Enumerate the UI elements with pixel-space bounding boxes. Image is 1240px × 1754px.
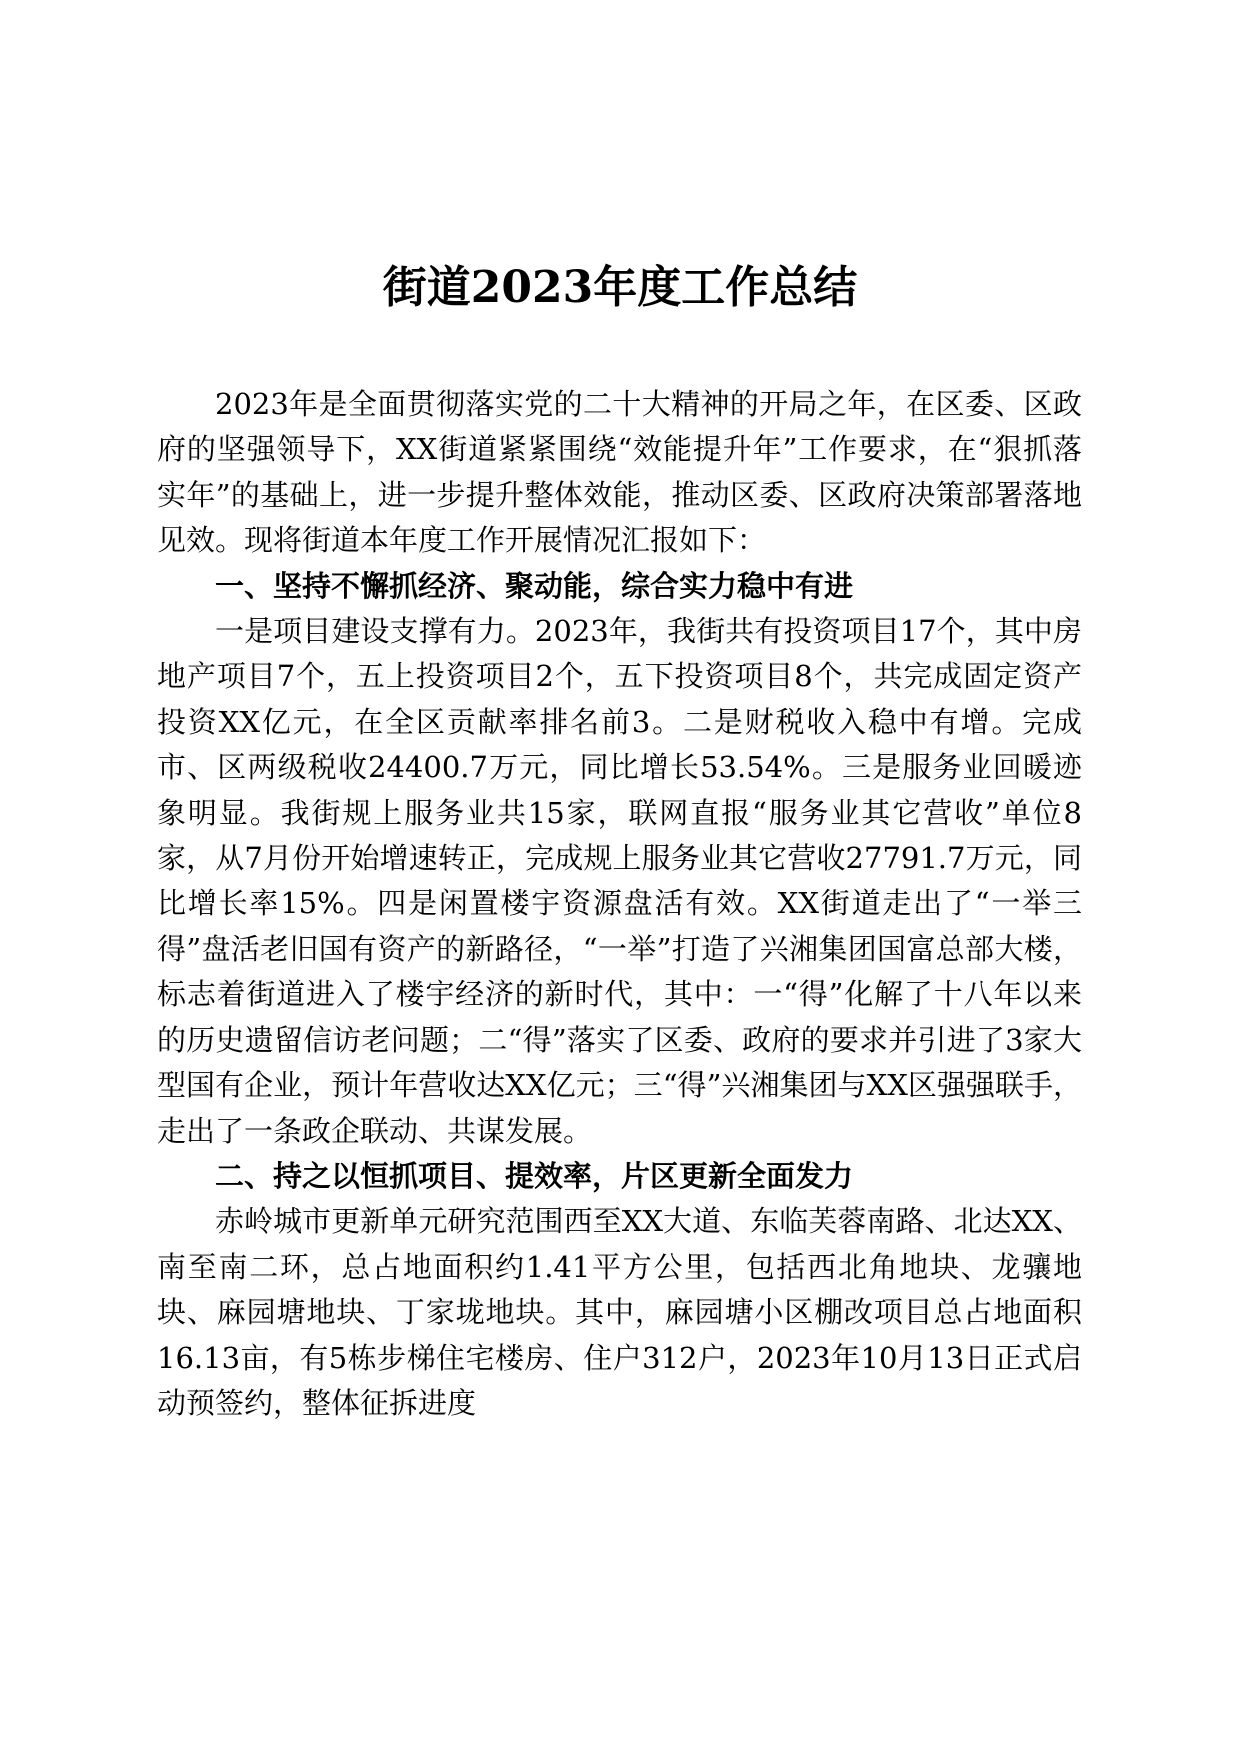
- section-1-heading: 一、坚持不懈抓经济、聚动能，综合实力稳中有进: [215, 568, 854, 603]
- section-1-paragraph: 一是项目建设支撑有力。2023年，我街共有投资项目17个，其中房地产项目7个，五上投资项目2个，五下投资项目8个，共完成固定资产投资XX亿元，在全区贡献率排名前3。二是财税收入稳中有增。完成市、区两级税收24400.7万元，同比增长53.54%。三是服务业回暖迹象明显。我街规上服务业共15家，联网直报“服务业其它营收”单位8家，从7月份开始增速转正，完成规上服务业其它营收27791.7万元，同比增长率15%。四是闲置楼宇资源盘活有效。XX街道走出了“一举三得”盘活老旧国有资产的新路径，“一举”打造了兴湘集团国富总部大楼，标志着街道进入了楼宇经济的新时代，其中：一“得”化解了十八年以来的历史遗留信访老问题；二“得”落实了区委、政府的要求并引进了3家大型国有企业，预计年营收达XX亿元；三“得”兴湘集团与XX区强强联手，走出了一条政企联动、共谋发展。: [157, 614, 1082, 1148]
- document-body: [157, 382, 1082, 1426]
- section-2-paragraph: 赤岭城市更新单元研究范围西至XX大道、东临芙蓉南路、北达XX、南至南二环，总占地面积约1.41平方公里，包括西北角地块、龙骧地块、麻园塘地块、丁家垅地块。其中，麻园塘小区棚改项目总占地面积16.13亩，有5栋步梯住宅楼房、住户312户，2023年10月13日正式启动预签约，整体征拆进度: [157, 1204, 1082, 1420]
- document-title: 街道2023年度工作总结: [382, 262, 858, 313]
- intro-paragraph: 2023年是全面贯彻落实党的二十大精神的开局之年，在区委、区政府的坚强领导下，XX街道紧紧围绕“效能提升年”工作要求，在“狠抓落实年”的基础上，进一步提升整体效能，推动区委、区政府决策部署落地见效。现将街道本年度工作开展情况汇报如下：: [157, 387, 1082, 558]
- section-2-heading: 二、持之以恒抓项目、提效率，片区更新全面发力: [215, 1158, 854, 1193]
